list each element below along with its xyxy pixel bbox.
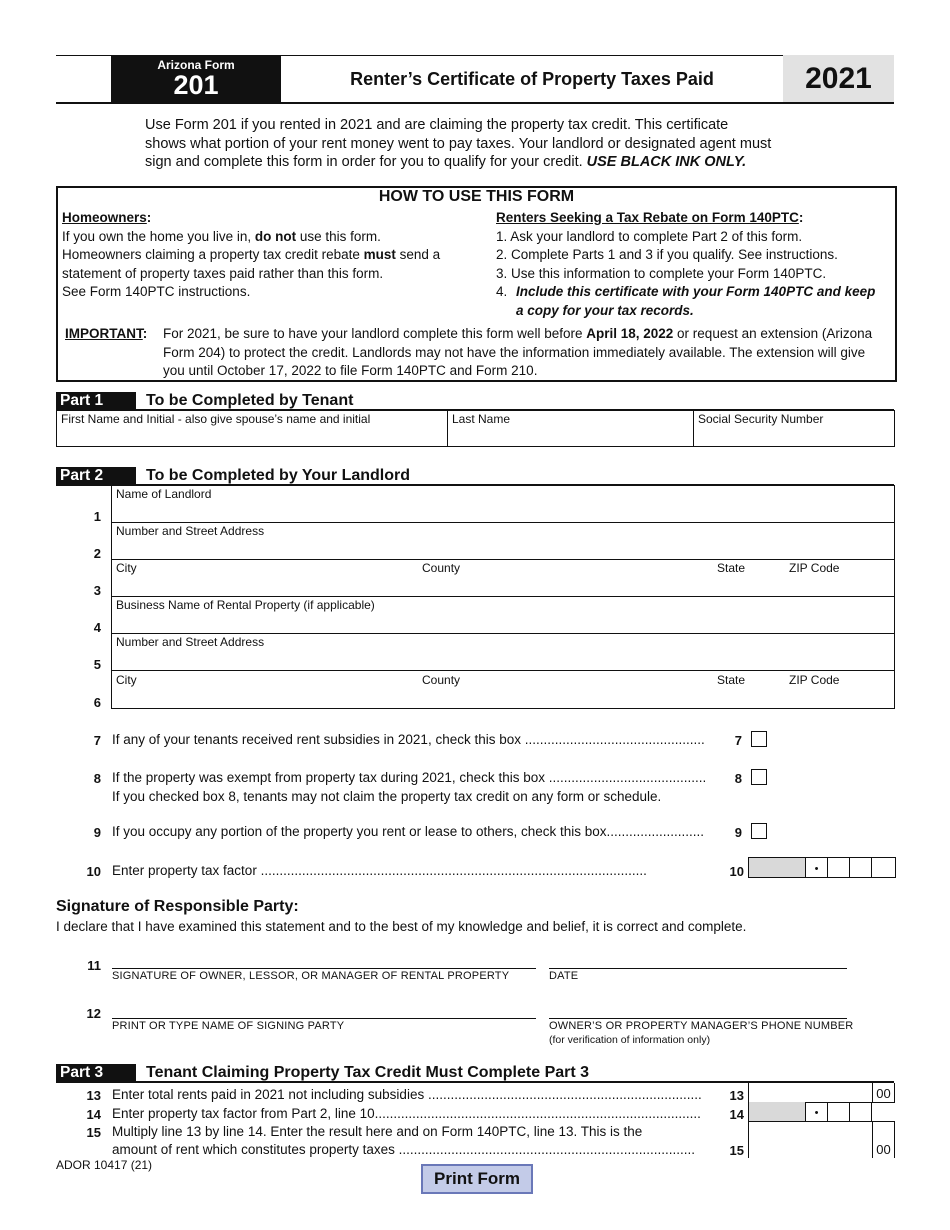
phone-input[interactable]: [549, 998, 847, 1018]
business-name-input[interactable]: [112, 611, 892, 632]
black-ink-notice: USE BLACK INK ONLY.: [586, 154, 747, 170]
homeowners-line: [62, 246, 482, 265]
ssn-label: Social Security Number: [698, 412, 824, 426]
renters-item: 1. Ask your landlord to complete Part 2 of this form.: [496, 228, 803, 244]
item-number: 4.: [496, 284, 508, 299]
line-number: 5: [93, 657, 101, 672]
form-number-block: [111, 55, 281, 103]
intro-line: Use Form 201 if you rented in 2021 and are claiming the property tax credit. This certificate: [145, 117, 729, 133]
row-rule: [111, 559, 894, 560]
first-name-input[interactable]: [57, 426, 446, 445]
property-county-label: County: [422, 673, 461, 687]
tax-factor-digit[interactable]: [828, 858, 850, 877]
line-number: 14: [86, 1107, 101, 1122]
property-city-label: City: [116, 673, 137, 687]
landlord-state-input[interactable]: [713, 575, 783, 595]
total-rents-label: Enter total rents paid in 2021 not including subsidies .........................................................................: [112, 1087, 702, 1102]
intro-line: [145, 153, 825, 172]
text: If you own the home you live in,: [62, 228, 255, 244]
line-number: 4: [93, 620, 101, 635]
last-name-label: Last Name: [452, 412, 511, 426]
landlord-county-input[interactable]: [418, 575, 708, 595]
landlord-address-label: Number and Street Address: [116, 524, 265, 538]
intro-line-text: sign and complete this form in order for you to qualify for your credit.: [145, 154, 587, 170]
ssn-input[interactable]: [694, 426, 892, 445]
homeowners-line: [62, 228, 482, 247]
intro-text: [145, 116, 825, 172]
row-rule: [111, 670, 894, 671]
important-label-text: IMPORTANT: [65, 326, 143, 341]
property-tax-rent-label: amount of rent which constitutes property taxes ...............................................................................: [112, 1142, 695, 1157]
decimal-point: •: [806, 858, 828, 877]
property-address-label: Number and Street Address: [116, 635, 265, 649]
tax-factor-copy-digit[interactable]: [872, 1102, 894, 1121]
line-number: 9: [93, 825, 101, 840]
landlord-city-label: City: [116, 561, 137, 575]
phone-caption: OWNER’S OR PROPERTY MANAGER’S PHONE NUMBER: [549, 1020, 854, 1032]
row-rule: [111, 522, 894, 523]
box-number: 8: [734, 771, 742, 786]
box-number: 7: [734, 733, 742, 748]
homeowners-line: See Form 140PTC instructions.: [62, 284, 251, 299]
line-number: 11: [87, 958, 101, 973]
last-name-input[interactable]: [448, 426, 692, 445]
part1-label: Part 1: [56, 392, 136, 410]
date-input[interactable]: [549, 948, 847, 968]
property-zip-label: ZIP Code: [789, 673, 840, 687]
box-number: 15: [729, 1143, 744, 1158]
tax-factor-digit[interactable]: [850, 858, 872, 877]
box-number: 10: [729, 864, 744, 879]
important-label: [65, 325, 147, 344]
line-number: 3: [93, 583, 101, 598]
part1-title: To be Completed by Tenant: [146, 392, 354, 409]
signer-name-caption: PRINT OR TYPE NAME OF SIGNING PARTY: [112, 1020, 345, 1032]
homeowners-heading: [62, 209, 482, 228]
line-number: 6: [93, 695, 101, 710]
homeowners-heading-text: Homeowners: [62, 210, 147, 225]
tax-exempt-checkbox[interactable]: [751, 769, 767, 785]
phone-note: (for verification of information only): [549, 1034, 711, 1046]
print-form-button[interactable]: Print Form: [421, 1164, 533, 1194]
row-rule: [111, 633, 894, 634]
box-number: 9: [734, 825, 742, 840]
box-number: 14: [729, 1107, 744, 1122]
text: Homeowners claiming a property tax credit rebate: [62, 247, 364, 262]
tax-factor-copy-box: [748, 1102, 895, 1122]
renters-item: 2. Complete Parts 1 and 3 if you qualify. See instructions.: [496, 247, 838, 262]
renters-item: [496, 283, 896, 320]
box-number: 13: [729, 1088, 744, 1103]
declaration-text: I declare that I have examined this statement and to the best of my knowledge and belief, it is correct and complete.: [56, 919, 747, 934]
date-caption: DATE: [549, 970, 579, 982]
renters-heading-text: Renters Seeking a Tax Rebate on Form 140PTC: [496, 210, 799, 225]
row-rule: [111, 596, 894, 597]
property-city-input[interactable]: [112, 687, 412, 707]
signature-heading: Signature of Responsible Party:: [56, 898, 299, 915]
signature-rule: [112, 968, 536, 969]
part3-title: Tenant Claiming Property Tax Credit Must Complete Part 3: [146, 1064, 590, 1081]
tax-factor-box: [748, 857, 896, 878]
tax-factor-label: Enter property tax factor .......................................................................................................: [112, 863, 647, 878]
form-label: Arizona Form: [157, 58, 235, 72]
homeowners-heading-colon: :: [146, 210, 152, 225]
text: a copy for your tax records.: [516, 302, 694, 318]
tax-factor-integer-cell[interactable]: [749, 858, 806, 877]
form-code: ADOR 10417 (21): [56, 1158, 153, 1172]
form-number: 201: [173, 70, 219, 100]
cents-cell: 00: [872, 1083, 895, 1103]
occupy-question: If you occupy any portion of the property you rent or lease to others, check this box..........................: [112, 824, 705, 839]
text: For 2021, be sure to have your landlord complete this form well before: [163, 326, 587, 341]
landlord-zip-label: ZIP Code: [789, 561, 840, 575]
text: must: [363, 247, 396, 262]
landlord-city-input[interactable]: [112, 575, 412, 595]
tax-exempt-question: If the property was exempt from property tax during 2021, check this box ..........................................: [112, 770, 707, 785]
property-state-label: State: [717, 673, 746, 687]
occupy-checkbox[interactable]: [751, 823, 767, 839]
business-name-label: Business Name of Rental Property (if applicable): [116, 598, 375, 612]
property-tax-rent-label: Multiply line 13 by line 14. Enter the result here and on Form 140PTC, line 13. This is the: [112, 1124, 643, 1139]
part3-label: Part 3: [56, 1064, 136, 1082]
tax-factor-digit[interactable]: [872, 858, 894, 877]
tax-exempt-note: If you checked box 8, tenants may not claim the property tax credit on any form or schedule.: [112, 789, 662, 804]
text: use this form.: [296, 228, 381, 244]
important-line: Form 204) to protect the credit. Landlords may not have the information immediately available. The extension will give: [163, 344, 866, 360]
renters-section: [496, 209, 896, 320]
line-number: 10: [86, 864, 101, 879]
line-number: 13: [86, 1088, 101, 1103]
property-zip-input[interactable]: [785, 687, 892, 707]
line-number: 15: [86, 1125, 101, 1140]
landlord-county-label: County: [422, 561, 461, 575]
decimal-point: •: [806, 1102, 828, 1121]
property-tax-rent-input[interactable]: [748, 1121, 873, 1158]
signer-name-input[interactable]: [112, 998, 536, 1018]
homeowners-section: [62, 209, 482, 302]
property-address-input[interactable]: [112, 648, 892, 669]
rent-subsidy-checkbox[interactable]: [751, 731, 767, 747]
total-rents-input[interactable]: [748, 1083, 873, 1103]
intro-line: shows what portion of your rent money went to pay taxes. Your landlord or designated agent must: [145, 135, 772, 152]
cents-cell: 00: [872, 1121, 895, 1158]
line-number: 8: [93, 771, 101, 786]
text: or request an extension (Arizona: [673, 326, 873, 341]
form-year: 2021: [783, 55, 894, 103]
line-number: 2: [93, 546, 101, 561]
signature-caption: SIGNATURE OF OWNER, LESSOR, OR MANAGER OF RENTAL PROPERTY: [112, 970, 510, 982]
rent-subsidy-question: If any of your tenants received rent subsidies in 2021, check this box ................................................: [112, 732, 705, 747]
date-rule: [549, 968, 847, 969]
landlord-state-label: State: [717, 561, 746, 575]
text: April 18, 2022: [586, 326, 674, 341]
important-notice: [65, 325, 895, 381]
text: Include this certificate with your Form 140PTC and keep: [516, 284, 876, 299]
phone-rule: [549, 1018, 847, 1019]
important-line: you until October 17, 2022 to file Form 140PTC and Form 210.: [163, 363, 538, 378]
text: do not: [254, 228, 297, 244]
landlord-address-input[interactable]: [112, 537, 892, 558]
first-name-label: First Name and Initial - also give spouse’s name and initial: [61, 412, 371, 426]
header-bottom-rule: [56, 102, 894, 104]
text: send a: [395, 247, 441, 262]
form-title: Renter’s Certificate of Property Taxes Paid: [350, 68, 714, 89]
landlord-zip-input[interactable]: [785, 575, 892, 595]
homeowners-line: statement of property taxes paid rather than this form.: [62, 265, 384, 281]
line-number: 12: [86, 1006, 101, 1021]
tax-factor-copy-integer-cell[interactable]: [749, 1102, 806, 1121]
renters-heading-colon: :: [798, 210, 804, 225]
renters-item: 3. Use this information to complete your Form 140PTC.: [496, 265, 827, 281]
signer-name-rule: [112, 1018, 536, 1019]
important-label-colon: :: [142, 326, 148, 341]
signature-input[interactable]: [112, 948, 536, 968]
property-state-input[interactable]: [713, 687, 783, 707]
how-to-title: HOW TO USE THIS FORM: [378, 188, 575, 205]
landlord-name-label: Name of Landlord: [116, 487, 212, 501]
property-county-input[interactable]: [418, 687, 708, 707]
tax-factor-copy-digit[interactable]: [828, 1102, 850, 1121]
renters-heading: [496, 209, 896, 228]
important-line: [163, 325, 895, 344]
line-number: 1: [93, 509, 101, 524]
part2-title: To be Completed by Your Landlord: [146, 467, 411, 484]
part2-label: Part 2: [56, 467, 136, 485]
line-number: 7: [93, 733, 101, 748]
tax-factor-copy-digit[interactable]: [850, 1102, 872, 1121]
tax-factor-copy-label: Enter property tax factor from Part 2, line 10.......................................................................................: [112, 1106, 701, 1121]
landlord-name-input[interactable]: [112, 500, 892, 521]
